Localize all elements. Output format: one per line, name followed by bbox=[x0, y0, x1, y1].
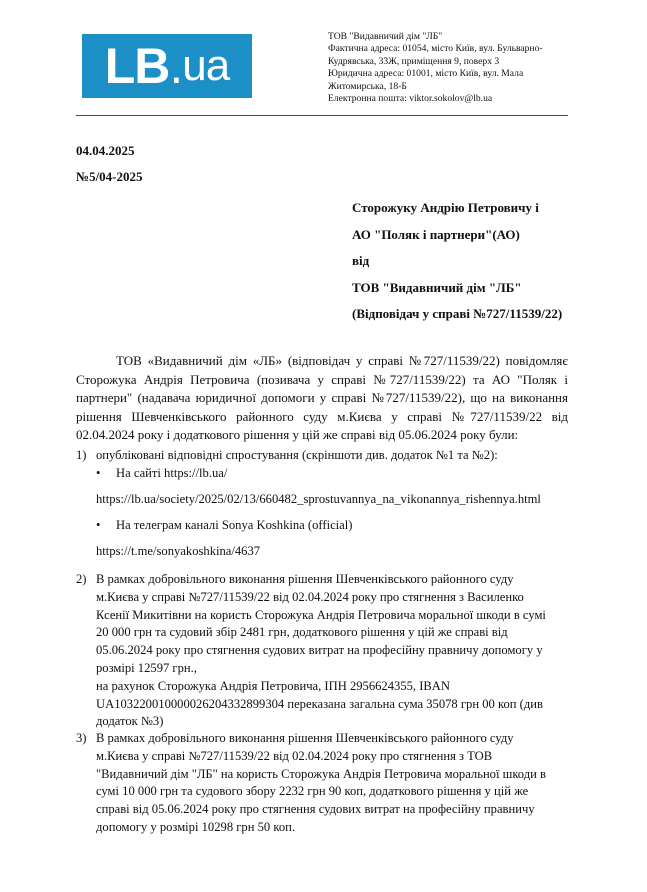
link-lb-article[interactable]: https://lb.ua/society/2025/02/13/660482_sprostuvannya_na_vikonannya_rishennya.html bbox=[96, 492, 541, 506]
item-3-line: м.Києва у справі №727/11539/22 від 02.04.2024 року про стягнення з ТОВ bbox=[96, 748, 493, 763]
item-3-line: допомогу у розмірі 10298 грн 50 коп. bbox=[96, 819, 296, 834]
item-2-number: 2) bbox=[76, 572, 87, 586]
letter-number: №5/04-2025 bbox=[76, 169, 143, 184]
addressee-line-4: ТОВ "Видавничий дім "ЛБ" bbox=[352, 279, 522, 295]
item-2-line: В рамках добровільного виконання рішення Шевченківського районного суду bbox=[96, 572, 514, 586]
bullet-dot-icon: • bbox=[96, 518, 101, 532]
item-3-line: сумі 10 000 грн та судового збору 2232 грн 90 коп, додаткового рішення у цій же bbox=[96, 784, 529, 799]
addressee-line-3: від bbox=[352, 253, 370, 268]
header-divider bbox=[76, 115, 568, 116]
item-3-line: В рамках добровільного виконання рішення Шевченківського районного суду bbox=[96, 731, 514, 745]
letter-date: 04.04.2025 bbox=[76, 143, 135, 158]
company-details bbox=[328, 31, 568, 105]
link-telegram-post[interactable]: https://t.me/sonyakoshkina/4637 bbox=[96, 544, 261, 558]
legal-address-line-2: Житомирська, 18-Б bbox=[328, 80, 407, 92]
item-3-line: справі від 05.06.2024 року про стягнення судових витрат на професійну правничу bbox=[96, 802, 535, 817]
item-3-line: "Видавничий дім "ЛБ" на користь Сторожука Андрія Петровича моральної шкоди в bbox=[96, 766, 546, 781]
item-2-line: 05.06.2024 року про стягнення судових витрат на професійну правничу допомогу у bbox=[96, 643, 543, 658]
item-2-line: додаток №3) bbox=[96, 714, 164, 729]
intro-text: ТОВ «Видавничий дім «ЛБ» (відповідач у справі №727/11539/22) повідомляє Сторожука Андрія Петровича (позивача у справі №727/11539/22) та АО "Поляк і партнери" (надавача юридичної допомоги у справі №727/11539/22), що на виконання рішення Шевченківського районного суду м.Києва у справі №727/11539/22 від 02.04.2024 року і додаткового рішення у цій же справі від 05.06.2024 року були: bbox=[76, 353, 568, 442]
item-2-line: 20 000 грн та судовий збір 2481 грн, додаткового рішення у цій же справі від bbox=[96, 625, 508, 640]
item-2-body bbox=[96, 571, 576, 731]
item-2-line: UA103220010000026204332899304 переказана загальна сума 35078 грн 00 коп (див bbox=[96, 696, 543, 711]
logo-lb: LB bbox=[104, 38, 170, 94]
company-name: ТОВ "Видавничий дім "ЛБ" bbox=[328, 31, 443, 42]
addressee-line-1: Сторожуку Андрію Петровичу і bbox=[352, 200, 539, 215]
intro-paragraph bbox=[76, 352, 568, 445]
addressee-block bbox=[352, 195, 582, 328]
bullet-site: На сайті https://lb.ua/ bbox=[116, 466, 228, 480]
actual-address-line-2: Кудрявська, 33Ж, приміщення 9, поверх 3 bbox=[328, 55, 500, 67]
lb-ua-logo bbox=[82, 34, 252, 98]
item-3-body bbox=[96, 730, 576, 837]
actual-address-line-1: Фактична адреса: 01054, місто Київ, вул. Бульварно- bbox=[328, 43, 543, 55]
item-2-line: на рахунок Сторожука Андрія Петровича, ІПН 2956624355, IBAN bbox=[96, 678, 450, 693]
addressee-line-5: (Відповідач у справі №727/11539/22) bbox=[352, 306, 563, 321]
logo-dot: . bbox=[169, 38, 183, 94]
item-2-line: Ксенії Микитівни на користь Сторожука Андрія Петровича моральної шкоди в сумі bbox=[96, 607, 546, 622]
logo-ua: ua bbox=[182, 41, 230, 90]
item-1-text: опубліковані відповідні спростування (скріншоти див. додаток №1 та №2): bbox=[96, 448, 498, 462]
legal-address-line-1: Юридична адреса: 01001, місто Київ, вул. Мала bbox=[328, 68, 524, 80]
item-1-number: 1) bbox=[76, 448, 87, 462]
bullet-telegram: На телеграм каналі Sonya Koshkina (official) bbox=[116, 518, 353, 532]
company-email: Електронна пошта: viktor.sokolov@lb.ua bbox=[328, 93, 493, 105]
item-2-line: м.Києва у справі №727/11539/22 від 02.04.2024 року про стягнення з Василенко bbox=[96, 589, 524, 604]
item-3-number: 3) bbox=[76, 731, 87, 745]
addressee-line-2: АО "Поляк і партнери"(АО) bbox=[352, 226, 520, 242]
item-2-line: розмірі 12597 грн., bbox=[96, 660, 197, 675]
bullet-dot-icon: • bbox=[96, 466, 101, 480]
